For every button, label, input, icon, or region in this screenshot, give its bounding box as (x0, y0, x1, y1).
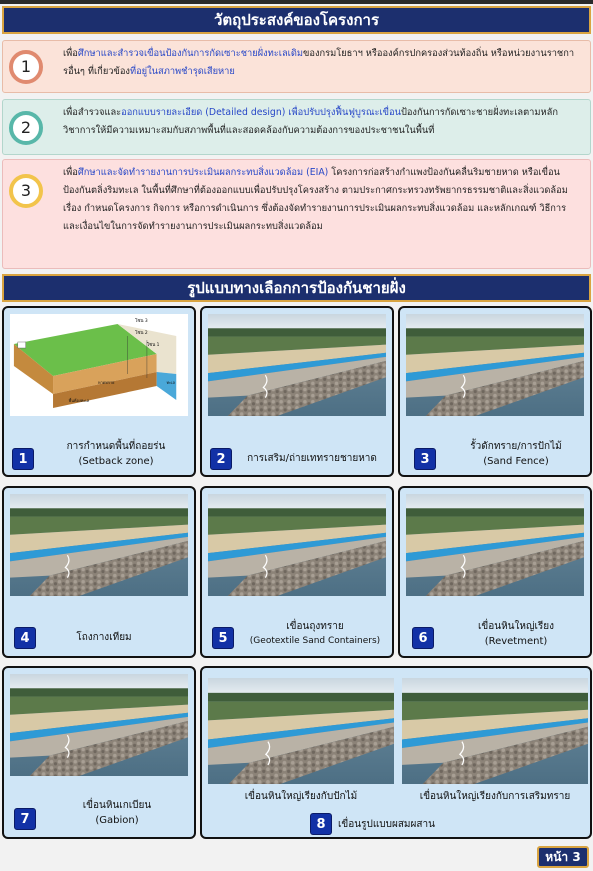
objective-number-1: 1 (9, 50, 43, 84)
option-title-4: โถงกางเทียม (76, 632, 132, 643)
objective-2-text (63, 104, 584, 140)
diagram-zone-3: โซน 3 (135, 318, 148, 325)
option-label-2 (234, 451, 390, 466)
photo-5 (208, 494, 386, 596)
option-title-2: การเสริม/ถ่ายเททรายชายหาด (247, 453, 377, 464)
option-card-8 (200, 666, 592, 839)
option-sub-5: (Geotextile Sand Containers) (249, 636, 381, 646)
option-label-7 (44, 798, 190, 828)
objective-2-text-a: เพื่อสำรวจและ (63, 107, 122, 118)
option-card-1 (2, 306, 196, 477)
page-number-badge: หน้า 3 (537, 846, 589, 868)
option-title-5: เขื่อนถุงทราย (286, 621, 344, 632)
photo-3 (406, 314, 584, 416)
photo-8b (402, 678, 588, 784)
objective-3-highlight-b: ศึกษาและจัดทำรายงานการประเมินผลกระทบสิ่งแวดล้อม (EIA) (77, 167, 329, 178)
options-title: รูปแบบทางเลือกการป้องกันชายฝั่ง (2, 274, 591, 302)
option-number-8: 8 (310, 813, 332, 835)
objective-2-text-c: ป้องกันการกัดเซาะชายฝั่งทะเลตามหลักวิชาการให้มีความเหมาะสมกับสภาพพื้นที่และสอดคล้องกับความต้องการของประชาชนในพื้นที่ (63, 107, 558, 136)
photo-4 (10, 494, 188, 596)
option-label-5 (240, 619, 390, 649)
option-card-5 (200, 486, 394, 658)
diagram-seabed: พื้นท้องทะเล (68, 397, 90, 404)
option-title-1: การกำหนดพื้นที่ถอยร่น (66, 441, 166, 452)
objective-number-2: 2 (9, 111, 43, 145)
objective-1-text-a: เพื่อ (63, 48, 78, 59)
diagram-beach: หาดทราย (98, 379, 115, 386)
objective-1 (2, 40, 591, 93)
objective-3-text (63, 164, 584, 236)
diagram-zone-2: โซน 2 (135, 330, 148, 337)
option-number-1: 1 (12, 448, 34, 470)
option-number-2: 2 (210, 448, 232, 470)
photo-6 (406, 494, 584, 596)
objective-1-text-c: ของกรมโยธาฯ หรือองค์กรปกครองส่วนท้องถิ่น หรือหน่วยงานราชการอื่นๆ ที่เกี่ยวข้อง (63, 48, 575, 77)
photo-8a (208, 678, 394, 784)
diagram-sea: ทะเล (166, 379, 175, 386)
objective-1-text (63, 45, 584, 81)
photo-2 (208, 314, 386, 416)
photo-7 (10, 674, 188, 776)
option-title-7: เขื่อนหินเกเบียน (82, 800, 152, 811)
option-label-6 (446, 619, 586, 649)
objective-1-highlight-b: ศึกษาและสำรวจเขื่อนป้องกันการกัดเซาะชายฝั่งทะเลเดิม (77, 48, 304, 59)
setback-diagram-illustration (10, 314, 188, 416)
option-sub-7: (Gabion) (95, 815, 139, 826)
objective-number-3: 3 (9, 174, 43, 208)
option-number-5: 5 (212, 627, 234, 649)
option-sub-6: (Revetment) (484, 636, 548, 647)
diagram-zone-1: โซน 1 (146, 342, 160, 349)
top-strip (0, 0, 593, 4)
option-number-4: 4 (14, 627, 36, 649)
objective-2-highlight-b: ออกแบบรายละเอียด (Detailed design) เพื่อปรับปรุงฟื้นฟูบูรณะเขื่อน (121, 107, 401, 118)
objectives-title: วัตถุประสงค์ของโครงการ (2, 6, 591, 34)
objective-2 (2, 99, 591, 155)
option-sub-1: (Setback zone) (78, 456, 154, 467)
objective-1-highlight-d: ที่อยู่ในสภาพชำรุดเสียหาย (129, 66, 235, 77)
option-8-sub-a: เขื่อนหินใหญ่เรียงกับปักไม้ (244, 791, 358, 802)
objective-3-text-c: โครงการก่อสร้างกำแพงป้องกันคลื่นริมชายหาด หรือเขื่อนป้องกันตลิ่งริมทะเล ในพื้นที่ศึกษาที่ต้องออกแบบเพื่อปรับปรุงโครงสร้าง ตามประกาศกระทรวงทรัพยากรธรรมชาติและสิ่งแวดล้อม เรื่อง กำหนดโครงการ กิจการ หรือการดำเนินการ ซึ่งต้องจัดทำรายงานการประเมินผลกระทบสิ่งแวดล้อม และหลักเกณฑ์ วิธีการ และเงื่อนไขในการจัดทำรายงานการประเมินผลกระทบสิ่งแวดล้อม (63, 167, 568, 232)
option-card-3 (398, 306, 592, 477)
option-label-4 (44, 630, 164, 645)
option-label-1 (42, 439, 190, 469)
option-title-3: รั้วดักทราย/การปักไม้ (470, 441, 562, 452)
option-title-6: เขื่อนหินใหญ่เรียง (477, 621, 555, 632)
setback-zone-diagram (10, 314, 188, 416)
option-number-3: 3 (414, 448, 436, 470)
option-card-6 (398, 486, 592, 658)
option-sub-3: (Sand Fence) (483, 456, 549, 467)
option-8-sub-b: เขื่อนหินใหญ่เรียงกับการเสริมทราย (419, 791, 571, 802)
objective-3-text-a: เพื่อ (63, 167, 78, 178)
option-number-6: 6 (412, 627, 434, 649)
option-card-7 (2, 666, 196, 839)
objective-3 (2, 159, 591, 269)
option-label-3 (446, 439, 586, 469)
option-title-8: เขื่อนรูปแบบผสมผสาน (338, 819, 435, 830)
option-card-4 (2, 486, 196, 658)
option-number-7: 7 (14, 808, 36, 830)
option-card-2 (200, 306, 394, 477)
